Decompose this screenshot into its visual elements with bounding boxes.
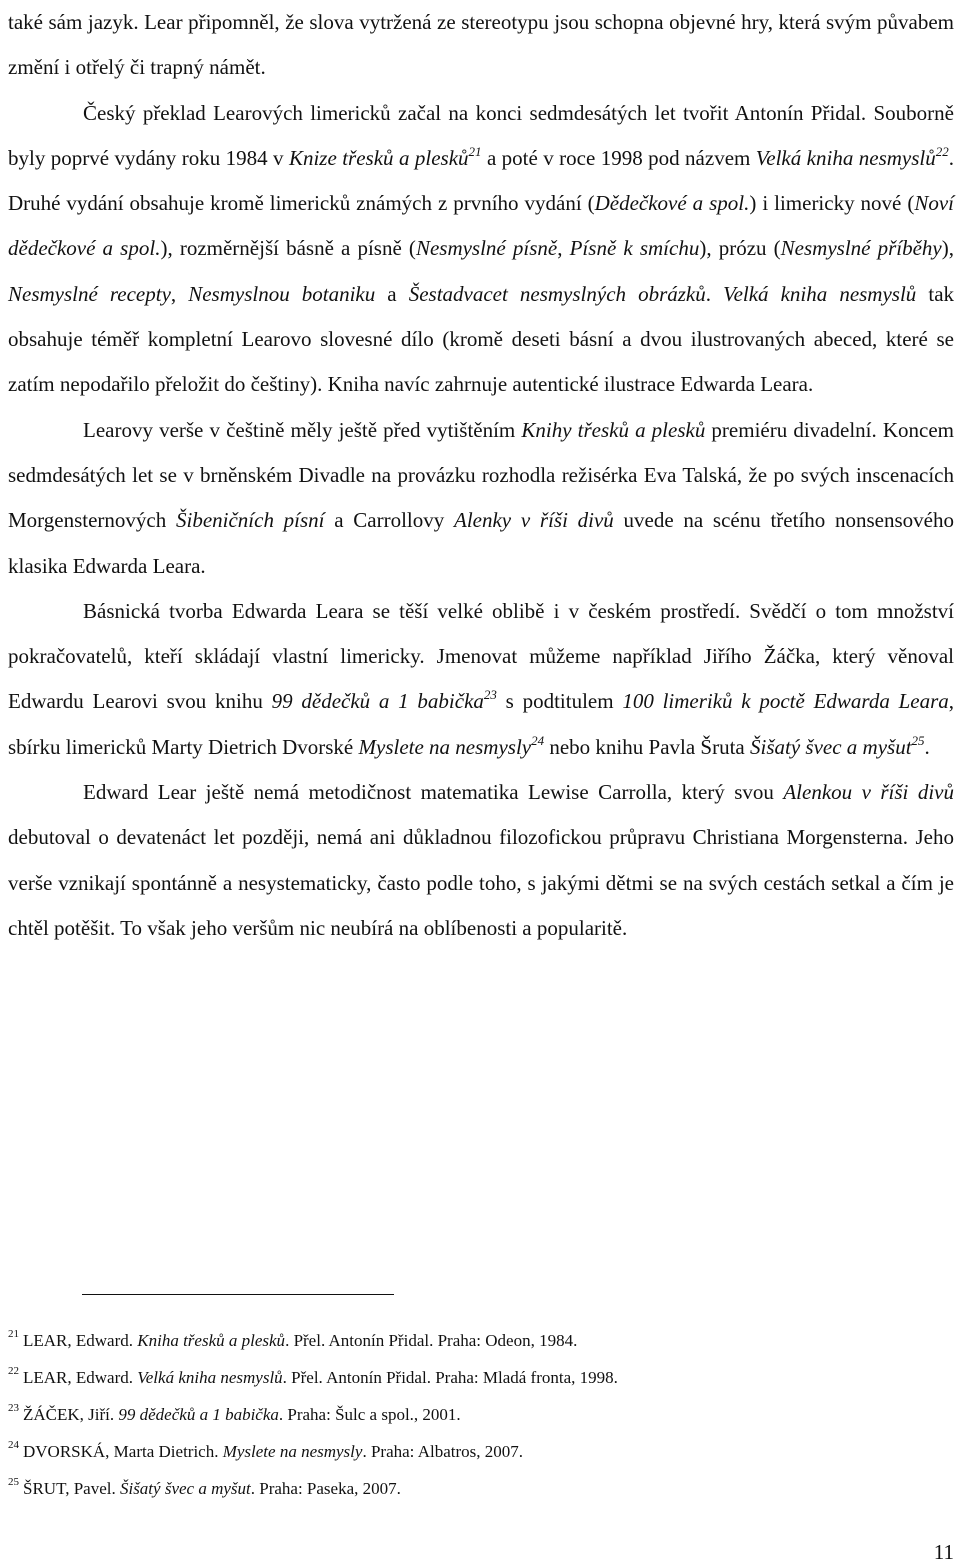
text-run: debutoval o devatenáct let později, nemá ani důkladnou filozofickou průpravu Christiana Morgensterna. Jeho verše vznikají spontánně a nesystematicky, často podle toho, s jakými dětmi se na svých cestách setkal a čím je chtěl potěšit. To však jeho veršům nic neubírá na oblíbenosti a popularitě. bbox=[8, 825, 954, 940]
text-run: premiéru divadelní. Koncem sedmdesátých let se v brněnském Divadle na provázku rozhodla režisérka Eva Talská, že po svých inscenacích Morgensternových bbox=[8, 417, 954, 533]
text-run: Český překlad Learových limericků začal na konci sedmdesátých let tvořit Antonín Přidal. Souborně byly poprvé vydány roku 1984 v bbox=[8, 100, 954, 170]
text-run: Learovy verše v češtině měly ještě před vytištěním bbox=[83, 417, 522, 442]
footnote-author: LEAR, Edward. bbox=[23, 1331, 138, 1350]
italic-title: Velká kniha nesmyslů bbox=[723, 281, 917, 306]
footnote-item bbox=[8, 1322, 948, 1359]
footnote-number: 25 bbox=[8, 1476, 19, 1488]
paragraph bbox=[8, 91, 954, 408]
italic-title: Knihy třesků a plesků bbox=[521, 417, 706, 442]
italic-title: Velká kniha nesmyslů bbox=[755, 145, 936, 170]
text-run: Edward Lear ještě nemá metodičnost matematika Lewise Carrolla, který svou bbox=[83, 780, 784, 805]
footnote-number: 22 bbox=[8, 1365, 19, 1377]
footnote-item bbox=[8, 1433, 948, 1470]
footnote-publication: . Praha: Šulc a spol., 2001. bbox=[278, 1405, 461, 1424]
text-run: uvede na scénu třetího nonsensového klasika Edwarda Leara. bbox=[8, 508, 954, 578]
text-run: ), rozměrnější básně a písně ( bbox=[160, 236, 416, 261]
footnote-publication: . Přel. Antonín Přidal. Praha: Mladá fronta, 1998. bbox=[282, 1368, 618, 1387]
text-run: , bbox=[170, 281, 189, 306]
footnote-publication: . Praha: Paseka, 2007. bbox=[250, 1479, 401, 1498]
page-number: 11 bbox=[933, 1540, 954, 1564]
italic-title: Nesmyslné písně bbox=[415, 236, 558, 261]
italic-title: Noví dědečkové a spol. bbox=[8, 191, 954, 261]
paragraph bbox=[8, 408, 954, 589]
italic-title: Alenkou v říši divů bbox=[783, 780, 955, 805]
paragraph bbox=[8, 0, 954, 91]
footnote-title: Velká kniha nesmyslů bbox=[137, 1368, 283, 1387]
text-run: , bbox=[557, 236, 570, 261]
footnote-number: 23 bbox=[8, 1402, 19, 1414]
text-run: . Druhé vydání obsahuje kromě limericků známých z prvního vydání ( bbox=[8, 145, 954, 216]
italic-title: Šišatý švec a myšut bbox=[750, 734, 912, 759]
italic-title: Nesmyslné příběhy bbox=[780, 236, 942, 261]
footnote-reference: 23 bbox=[483, 687, 497, 703]
text-run: a Carrollovy bbox=[324, 508, 454, 533]
footnote-reference: 25 bbox=[911, 732, 925, 748]
italic-title: Alenky v říši divů bbox=[454, 508, 614, 533]
italic-title: Myslete na nesmysly bbox=[358, 734, 532, 759]
italic-title: Dědečkové a spol. bbox=[594, 191, 750, 216]
footnote-title: Šišatý švec a myšut bbox=[119, 1479, 251, 1498]
text-run: tak obsahuje téměř kompletní Learovo slovesné dílo (kromě deseti básní a dvou ilustrovaných abeced, které se zatím nepodařilo přeložit do češtiny). Kniha navíc zahrnuje autentické ilustrace Edwarda Leara. bbox=[8, 281, 955, 397]
text-run: ), bbox=[941, 236, 954, 261]
italic-title: Nesmyslnou botaniku bbox=[188, 281, 376, 306]
italic-title: 99 dědečků a 1 babička bbox=[271, 689, 484, 714]
footnote-reference: 22 bbox=[935, 143, 949, 159]
footnote-author: LEAR, Edward. bbox=[23, 1368, 138, 1387]
text-run: a bbox=[375, 281, 409, 306]
text-run: také sám jazyk. Lear připomněl, že slova vytržená ze stereotypu jsou schopna objevné hry, která svým půvabem změní i otřelý či trapný námět. bbox=[8, 10, 954, 80]
footnote-item bbox=[8, 1470, 948, 1507]
paragraph bbox=[8, 770, 954, 951]
footnote-number: 21 bbox=[8, 1328, 19, 1340]
paragraph bbox=[8, 589, 954, 770]
text-run: . bbox=[705, 281, 724, 306]
footnote-title: Kniha třesků a plesků bbox=[137, 1331, 286, 1350]
italic-title: Šibeničních písní bbox=[175, 508, 325, 533]
text-run: nebo knihu Pavla Šruta bbox=[544, 734, 750, 759]
footnote-author: ŽÁČEK, Jiří. bbox=[23, 1405, 119, 1424]
text-run: , sbírku limericků Marty Dietrich Dvorské bbox=[8, 689, 954, 759]
italic-title: Nesmyslné recepty bbox=[8, 281, 171, 306]
text-run: ), prózu ( bbox=[699, 236, 781, 261]
footnote-reference: 24 bbox=[531, 732, 545, 748]
footnotes bbox=[8, 1322, 948, 1507]
footnote-separator bbox=[82, 1294, 394, 1295]
text-run: s podtitulem bbox=[496, 689, 623, 714]
footnote-author: DVORSKÁ, Marta Dietrich. bbox=[23, 1442, 223, 1461]
footnote-item bbox=[8, 1396, 948, 1433]
italic-title: Šestadvacet nesmyslných obrázků bbox=[408, 281, 706, 306]
footnote-number: 24 bbox=[8, 1439, 19, 1451]
text-run: ) i limericky nové ( bbox=[749, 191, 915, 216]
footnote-publication: . Praha: Albatros, 2007. bbox=[362, 1442, 523, 1461]
italic-title: 100 limeriků k poctě Edwarda Leara bbox=[622, 689, 949, 714]
text-run: a poté v roce 1998 pod názvem bbox=[481, 145, 756, 170]
footnote-publication: . Přel. Antonín Přidal. Praha: Odeon, 1984. bbox=[285, 1331, 578, 1350]
footnote-item bbox=[8, 1359, 948, 1396]
text-run: . bbox=[924, 734, 930, 759]
italic-title: Písně k smíchu bbox=[569, 236, 700, 261]
footnote-title: 99 dědečků a 1 babička bbox=[118, 1405, 279, 1424]
text-run: Básnická tvorba Edwarda Leara se těší velké oblibě i v českém prostředí. Svědčí o tom množství pokračovatelů, kteří skládají vlastní limericky. Jmenovat můžeme například Jiřího Žáčka, který věnoval Edwardu Learovi svou knihu bbox=[8, 598, 954, 714]
italic-title: Knize třesků a plesků bbox=[288, 145, 469, 170]
body-text bbox=[8, 0, 954, 951]
footnote-author: ŠRUT, Pavel. bbox=[23, 1479, 120, 1498]
footnote-title: Myslete na nesmysly bbox=[222, 1442, 363, 1461]
footnote-reference: 21 bbox=[468, 143, 482, 159]
